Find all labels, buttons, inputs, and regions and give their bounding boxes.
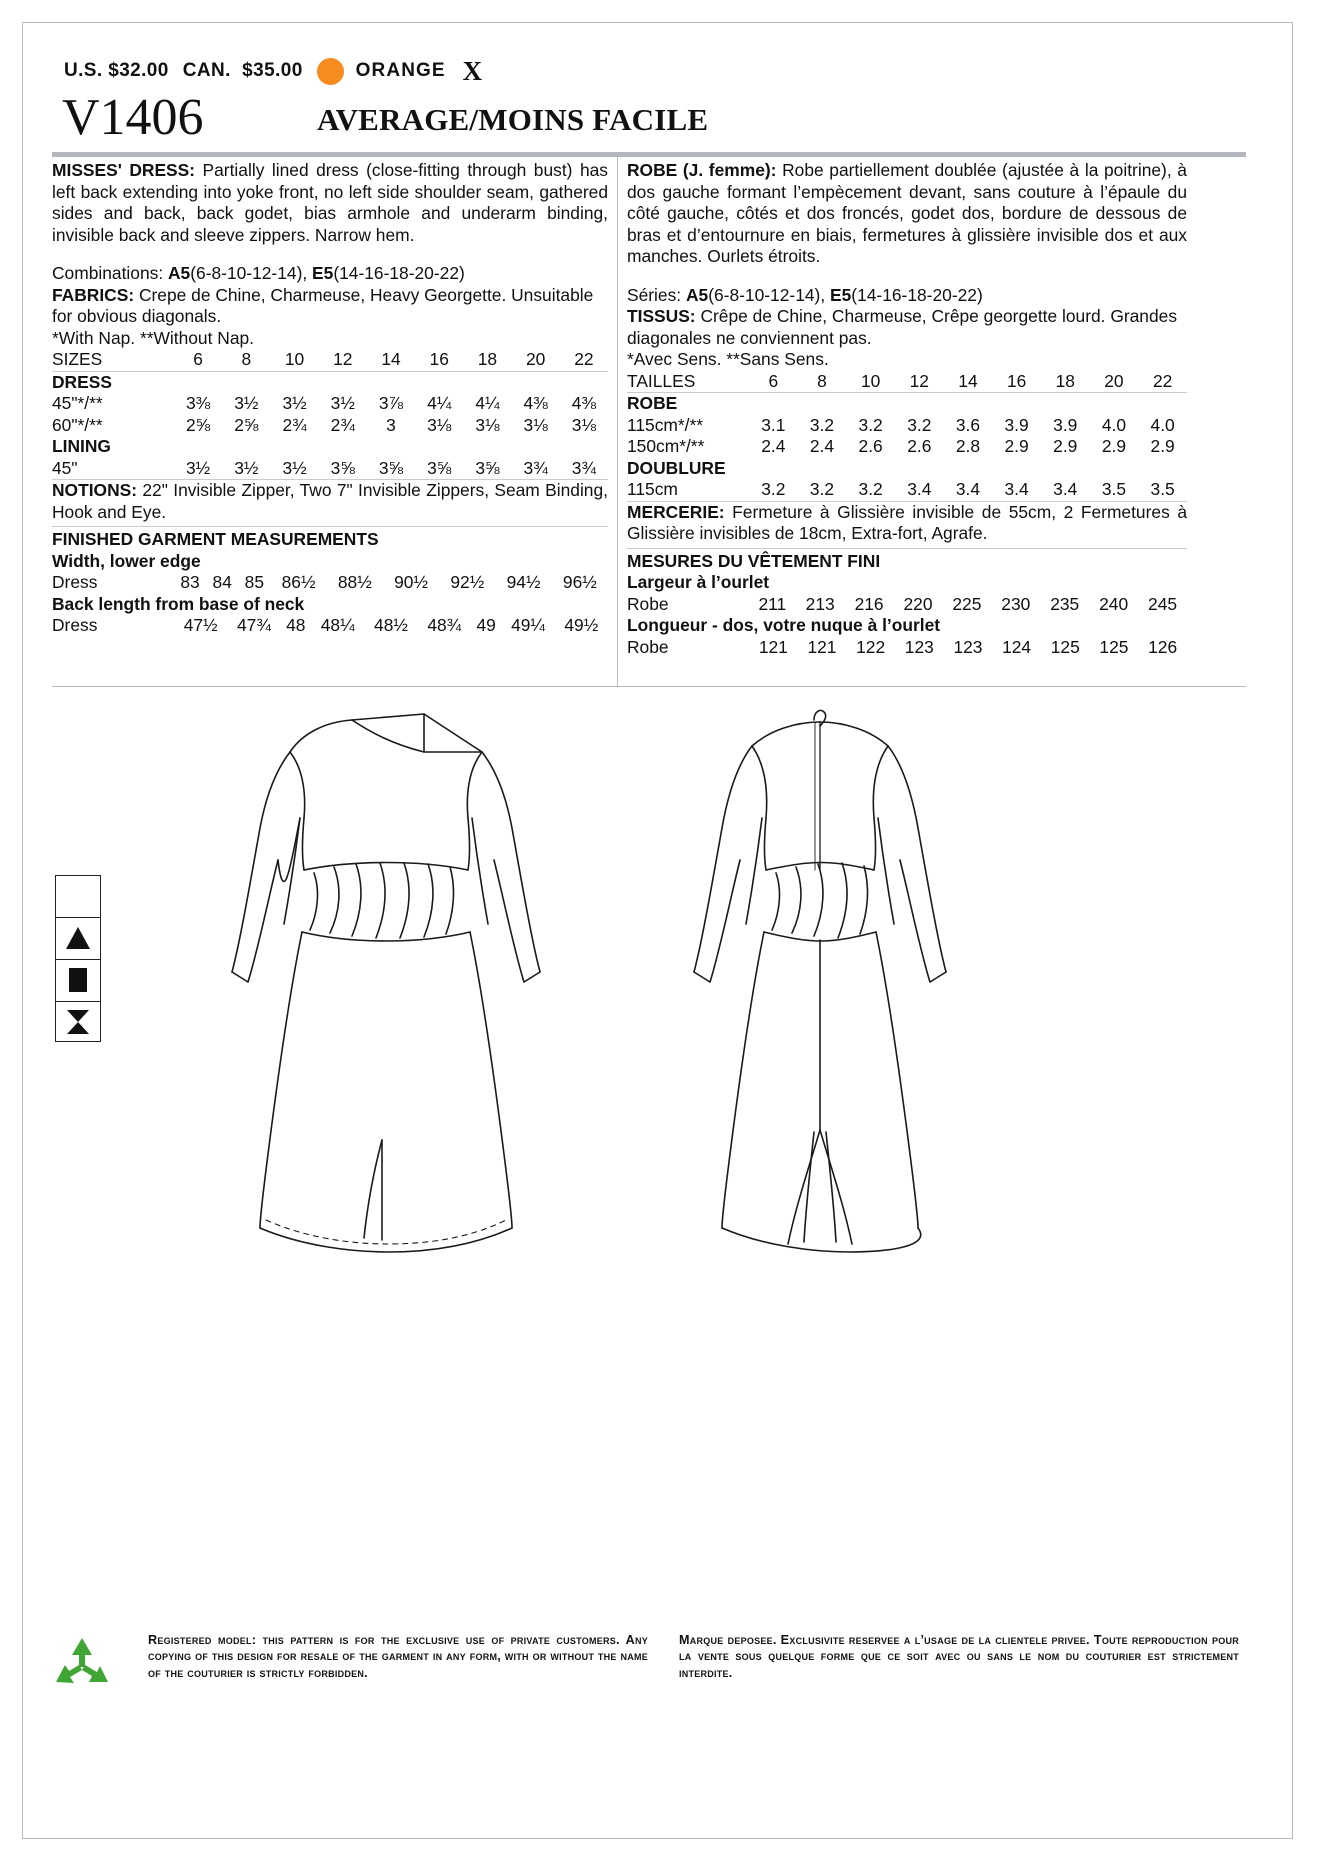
french-column <box>627 160 1187 658</box>
price-us: U.S. $32.00 <box>64 60 169 81</box>
english-width-table <box>52 572 608 594</box>
table-row <box>52 349 608 371</box>
sizes-label: SIZES <box>52 349 174 371</box>
table-row <box>52 436 608 458</box>
english-fgm-heading: FINISHED GARMENT MEASUREMENTS <box>52 529 379 549</box>
table-row: Dress 83 84 85 86½ 88½ 90½ 92½ 94½ 96½ <box>52 572 597 592</box>
front-view-drawing <box>232 714 540 1252</box>
footer-french: Marque deposee. Exclusivite reservee a l’usage de la clientele privee. Toute reproduction pour la vente sous quelque forme que ce soit avec ou sans le nom du couturier est strictement interdite. <box>679 1633 1239 1680</box>
size-col: 12 <box>319 349 367 371</box>
table-row: DOUBLURE <box>627 457 726 478</box>
table-row: 45"*/** 3⅜ 3½ 3½ 3½ 3⅞ 4¼ 4¼ 4⅜ 4⅜ <box>52 393 596 413</box>
table-row: Robe 211 213 216 220 225 230 235 240 245 <box>627 593 1178 614</box>
body-bottom-rule <box>52 686 1246 687</box>
french-description-label: ROBE (J. femme): <box>627 160 777 180</box>
price-can: CAN. $35.00 <box>182 60 303 81</box>
size-col: 18 <box>463 349 511 371</box>
table-row <box>52 371 608 393</box>
dress-heading: DRESS <box>52 371 112 392</box>
english-combinations: Combinations: A5(6-8-10-12-14), E5(14-16-18-20-22) <box>52 263 465 283</box>
header-rule <box>52 152 1246 157</box>
french-fgm-heading: MESURES DU VÊTEMENT FINI <box>627 550 881 571</box>
size-col: 6 <box>174 349 222 371</box>
french-backlength-table <box>627 637 1187 659</box>
french-width-table <box>627 594 1187 616</box>
difficulty-label: AVERAGE/MOINS FACILE <box>317 102 709 137</box>
english-description-body: Partially lined dress (close-fitting through bust) has left back extending into yoke front, no left side shoulder seam, gathered sides and back, back godet, bias armhole and underarm binding, invisible back and sleeve zippers. Narrow hem. <box>52 160 608 245</box>
english-description-label: MISSES' DRESS: <box>52 160 196 180</box>
recycle-symbol-icon <box>52 1636 112 1694</box>
technical-drawings-svg <box>52 700 1246 1280</box>
size-col: 16 <box>415 349 463 371</box>
french-fabrics: TISSUS: Crêpe de Chine, Charmeuse, Crêpe georgette lourd. Grandes diagonales ne conviennent pas. <box>627 306 1178 348</box>
size-col: 8 <box>222 349 270 371</box>
table-row: ROBE <box>627 393 678 413</box>
lining-heading: LINING <box>52 436 111 456</box>
back-view-drawing <box>694 710 946 1252</box>
english-notions: NOTIONS: 22" Invisible Zipper, Two 7" Invisible Zippers, Seam Binding, Hook and Eye. <box>52 480 608 522</box>
table-row: Robe 121 121 122 123 123 124 125 125 126 <box>627 636 1178 657</box>
english-nap-note: *With Nap. **Without Nap. <box>52 327 255 348</box>
french-description <box>627 160 1187 268</box>
size-col: 10 <box>270 349 318 371</box>
colour-dot-icon <box>317 58 344 85</box>
page-title: V1406 <box>62 89 204 146</box>
french-description-body: Robe partiellement doublée (ajustée à la poitrine), à dos gauche formant l’empècement devant, sans couture à l’épaule du côté gauche, côtés et dos froncés, godet dos, bordure de dessous de bras et d’entournure en biais, fermetures à glissière invisible dos et aux manches. Ourlets étroits. <box>627 160 1187 266</box>
price-bar <box>64 55 1244 87</box>
colour-name: ORANGE <box>355 60 446 81</box>
table-row: Dress 47½ 47¾ 48 48¼ 48½ 48¾ 49 49¼ 49½ <box>52 615 599 635</box>
size-group-letter: X <box>462 55 483 86</box>
column-divider <box>617 157 618 687</box>
french-backlength-heading: Longueur - dos, votre nuque à l’ourlet <box>627 615 941 635</box>
size-col: 20 <box>512 349 560 371</box>
size-col: 22 <box>560 349 608 371</box>
table-row: 45" 3½ 3½ 3½ 3⅝ 3⅝ 3⅝ 3⅝ 3¾ 3¾ <box>52 458 608 480</box>
table-row: TAILLES 6 8 10 12 14 16 18 20 22 <box>627 371 1187 393</box>
english-column <box>52 160 608 637</box>
table-row: 115cm*/** 3.1 3.2 3.2 3.2 3.6 3.9 3.9 4.0 4.0 <box>627 414 1175 435</box>
recycle-icon <box>52 1636 112 1694</box>
footer-english: Registered model: this pattern is for the exclusive use of private customers. Any copying of this design for resale of the garment in any form, with or without the name of the couturier is strictly forbidden. <box>148 1633 648 1680</box>
english-backlength-table <box>52 615 608 637</box>
table-row: 115cm 3.2 3.2 3.2 3.4 3.4 3.4 3.4 3.5 3.5 <box>627 479 1187 501</box>
french-combinations: Séries: A5(6-8-10-12-14), E5(14-16-18-20-22) <box>627 284 983 305</box>
french-width-heading: Largeur à l’ourlet <box>627 572 770 592</box>
sizes-label: TAILLES <box>627 371 749 393</box>
english-yardage-table <box>52 349 608 480</box>
title-row <box>62 89 1242 146</box>
english-width-heading: Width, lower edge <box>52 550 201 571</box>
table-row: 60"*/** 2⅝ 2⅝ 2¾ 2¾ 3 3⅛ 3⅛ 3⅛ 3⅛ <box>52 414 596 435</box>
english-backlength-heading: Back length from base of neck <box>52 593 305 614</box>
french-notions: MERCERIE: Fermeture à Glissière invisible de 55cm, 2 Fermetures à Glissière invisibles de 18cm, Extra-fort, Agrafe. <box>627 501 1187 543</box>
french-yardage-table <box>627 371 1187 502</box>
size-col: 14 <box>367 349 415 371</box>
table-row: 150cm*/** 2.4 2.4 2.6 2.6 2.8 2.9 2.9 2.9 2.9 <box>627 436 1175 456</box>
garment-line-drawings <box>52 700 1246 1280</box>
english-description <box>52 160 608 246</box>
english-fabrics: FABRICS: Crepe de Chine, Charmeuse, Heavy Georgette. Unsuitable for obvious diagonals. <box>52 284 594 326</box>
copyright-footer <box>52 1632 1246 1742</box>
french-nap-note: *Avec Sens. **Sans Sens. <box>627 349 829 369</box>
